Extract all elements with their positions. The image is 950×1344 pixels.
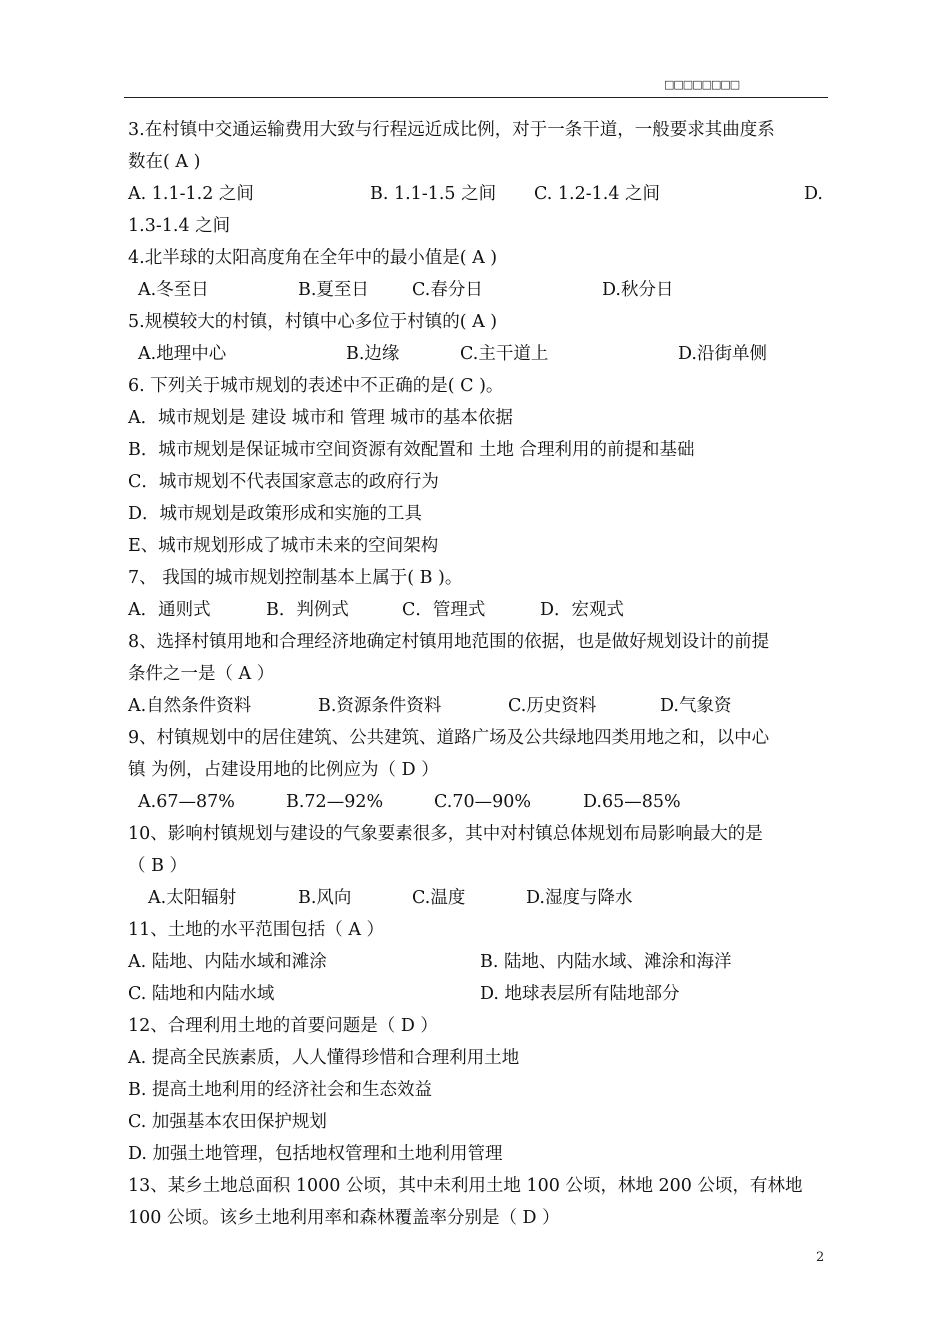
q9-option-b: B.72—92%: [286, 792, 384, 812]
q5-option-c: C.主干道上: [460, 344, 549, 364]
q5-option-d: D.沿街单侧: [678, 344, 767, 364]
q7-option-a: A．通则式: [128, 600, 211, 620]
q3-option-d-text: 1.3-1.4 之间: [128, 216, 231, 236]
q3-option-d-label: D.: [804, 184, 823, 204]
q11-option-a: A. 陆地、内陆水域和滩涂: [128, 952, 327, 972]
q9-option-a: A.67—87%: [138, 792, 235, 812]
q13-stem-line2: 100 公顷。该乡土地利用率和森林覆盖率分别是（ D ）: [128, 1208, 560, 1228]
q6-option-a: A．城市规划是 建设 城市和 管理 城市的基本依据: [128, 408, 513, 428]
q4-option-a: A.冬至日: [138, 280, 209, 300]
q12-option-d: D. 加强土地管理，包括地权管理和土地利用管理: [128, 1144, 503, 1164]
q8-stem-line2: 条件之一是（ A ）: [128, 664, 275, 684]
q5-stem: 5.规模较大的村镇，村镇中心多位于村镇的( A ): [128, 312, 498, 332]
q3-stem-line2: 数在( A ): [128, 152, 201, 172]
q12-stem: 12、合理利用土地的首要问题是（ D ）: [128, 1016, 438, 1036]
q6-option-d: D．城市规划是政策形成和实施的工具: [128, 504, 423, 524]
q11-option-d: D. 地球表层所有陆地部分: [480, 984, 680, 1004]
header-mark: □□□□□□□□: [664, 78, 740, 91]
q10-option-b: B.风向: [298, 888, 352, 908]
q8-option-b: B.资源条件资料: [318, 696, 442, 716]
q6-stem: 6. 下列关于城市规划的表述中不正确的是( C )。: [128, 376, 504, 396]
page-number: 2: [816, 1250, 825, 1265]
q9-stem-line2: 镇 为例，占建设用地的比例应为（ D ）: [128, 760, 439, 780]
q6-option-e: E、城市规划形成了城市未来的空间架构: [128, 536, 439, 556]
q9-stem-line1: 9、村镇规划中的居住建筑、公共建筑、道路广场及公共绿地四类用地之和，以中心: [128, 728, 770, 748]
q5-option-b: B.边缘: [346, 344, 400, 364]
q12-option-c: C. 加强基本农田保护规划: [128, 1112, 327, 1132]
q11-option-b: B. 陆地、内陆水域、滩涂和海洋: [480, 952, 732, 972]
q10-option-c: C.温度: [412, 888, 466, 908]
q4-option-d: D.秋分日: [602, 280, 674, 300]
q10-option-d: D.湿度与降水: [526, 888, 633, 908]
q12-option-a: A. 提高全民族素质，人人懂得珍惜和合理利用土地: [128, 1048, 520, 1068]
q8-stem-line1: 8、选择村镇用地和合理经济地确定村镇用地范围的依据，也是做好规划设计的前提: [128, 632, 770, 652]
q7-option-d: D．宏观式: [540, 600, 625, 620]
q12-option-b: B. 提高土地利用的经济社会和生态效益: [128, 1080, 432, 1100]
q4-option-b: B.夏至日: [298, 280, 369, 300]
q3-option-a: A. 1.1-1.2 之间: [128, 184, 254, 204]
q8-option-d: D.气象资: [660, 696, 732, 716]
q6-option-c: C．城市规划不代表国家意志的政府行为: [128, 472, 439, 492]
q4-option-c: C.春分日: [412, 280, 483, 300]
q8-option-a: A.自然条件资料: [128, 696, 252, 716]
q10-option-a: A.太阳辐射: [148, 888, 237, 908]
q11-stem: 11、土地的水平范围包括（ A ）: [128, 920, 385, 940]
q7-option-b: B．判例式: [266, 600, 349, 620]
q5-option-a: A.地理中心: [138, 344, 227, 364]
q11-option-c: C. 陆地和内陆水域: [128, 984, 275, 1004]
q9-option-d: D.65—85%: [583, 792, 681, 812]
q7-stem: 7、 我国的城市规划控制基本上属于( B )。: [128, 568, 463, 588]
header-rule: [124, 97, 828, 98]
q7-option-c: C．管理式: [402, 600, 486, 620]
q3-stem-line1: 3.在村镇中交通运输费用大致与行程远近成比例，对于一条干道，一般要求其曲度系: [128, 120, 775, 140]
q8-option-c: C.历史资料: [508, 696, 597, 716]
q10-stem-line1: 10、影响村镇规划与建设的气象要素很多，其中对村镇总体规划布局影响最大的是: [128, 824, 763, 844]
q9-option-c: C.70—90%: [434, 792, 531, 812]
q3-option-c: C. 1.2-1.4 之间: [534, 184, 661, 204]
q6-option-b: B．城市规划是保证城市空间资源有效配置和 土地 合理利用的前提和基础: [128, 440, 695, 460]
q13-stem-line1: 13、某乡土地总面积 1000 公顷，其中未利用土地 100 公顷，林地 200 公顷，有林地: [128, 1176, 803, 1196]
q4-stem: 4.北半球的太阳高度角在全年中的最小值是( A ): [128, 248, 498, 268]
q10-stem-line2: （ B ）: [128, 856, 187, 876]
q3-option-b: B. 1.1-1.5 之间: [370, 184, 497, 204]
